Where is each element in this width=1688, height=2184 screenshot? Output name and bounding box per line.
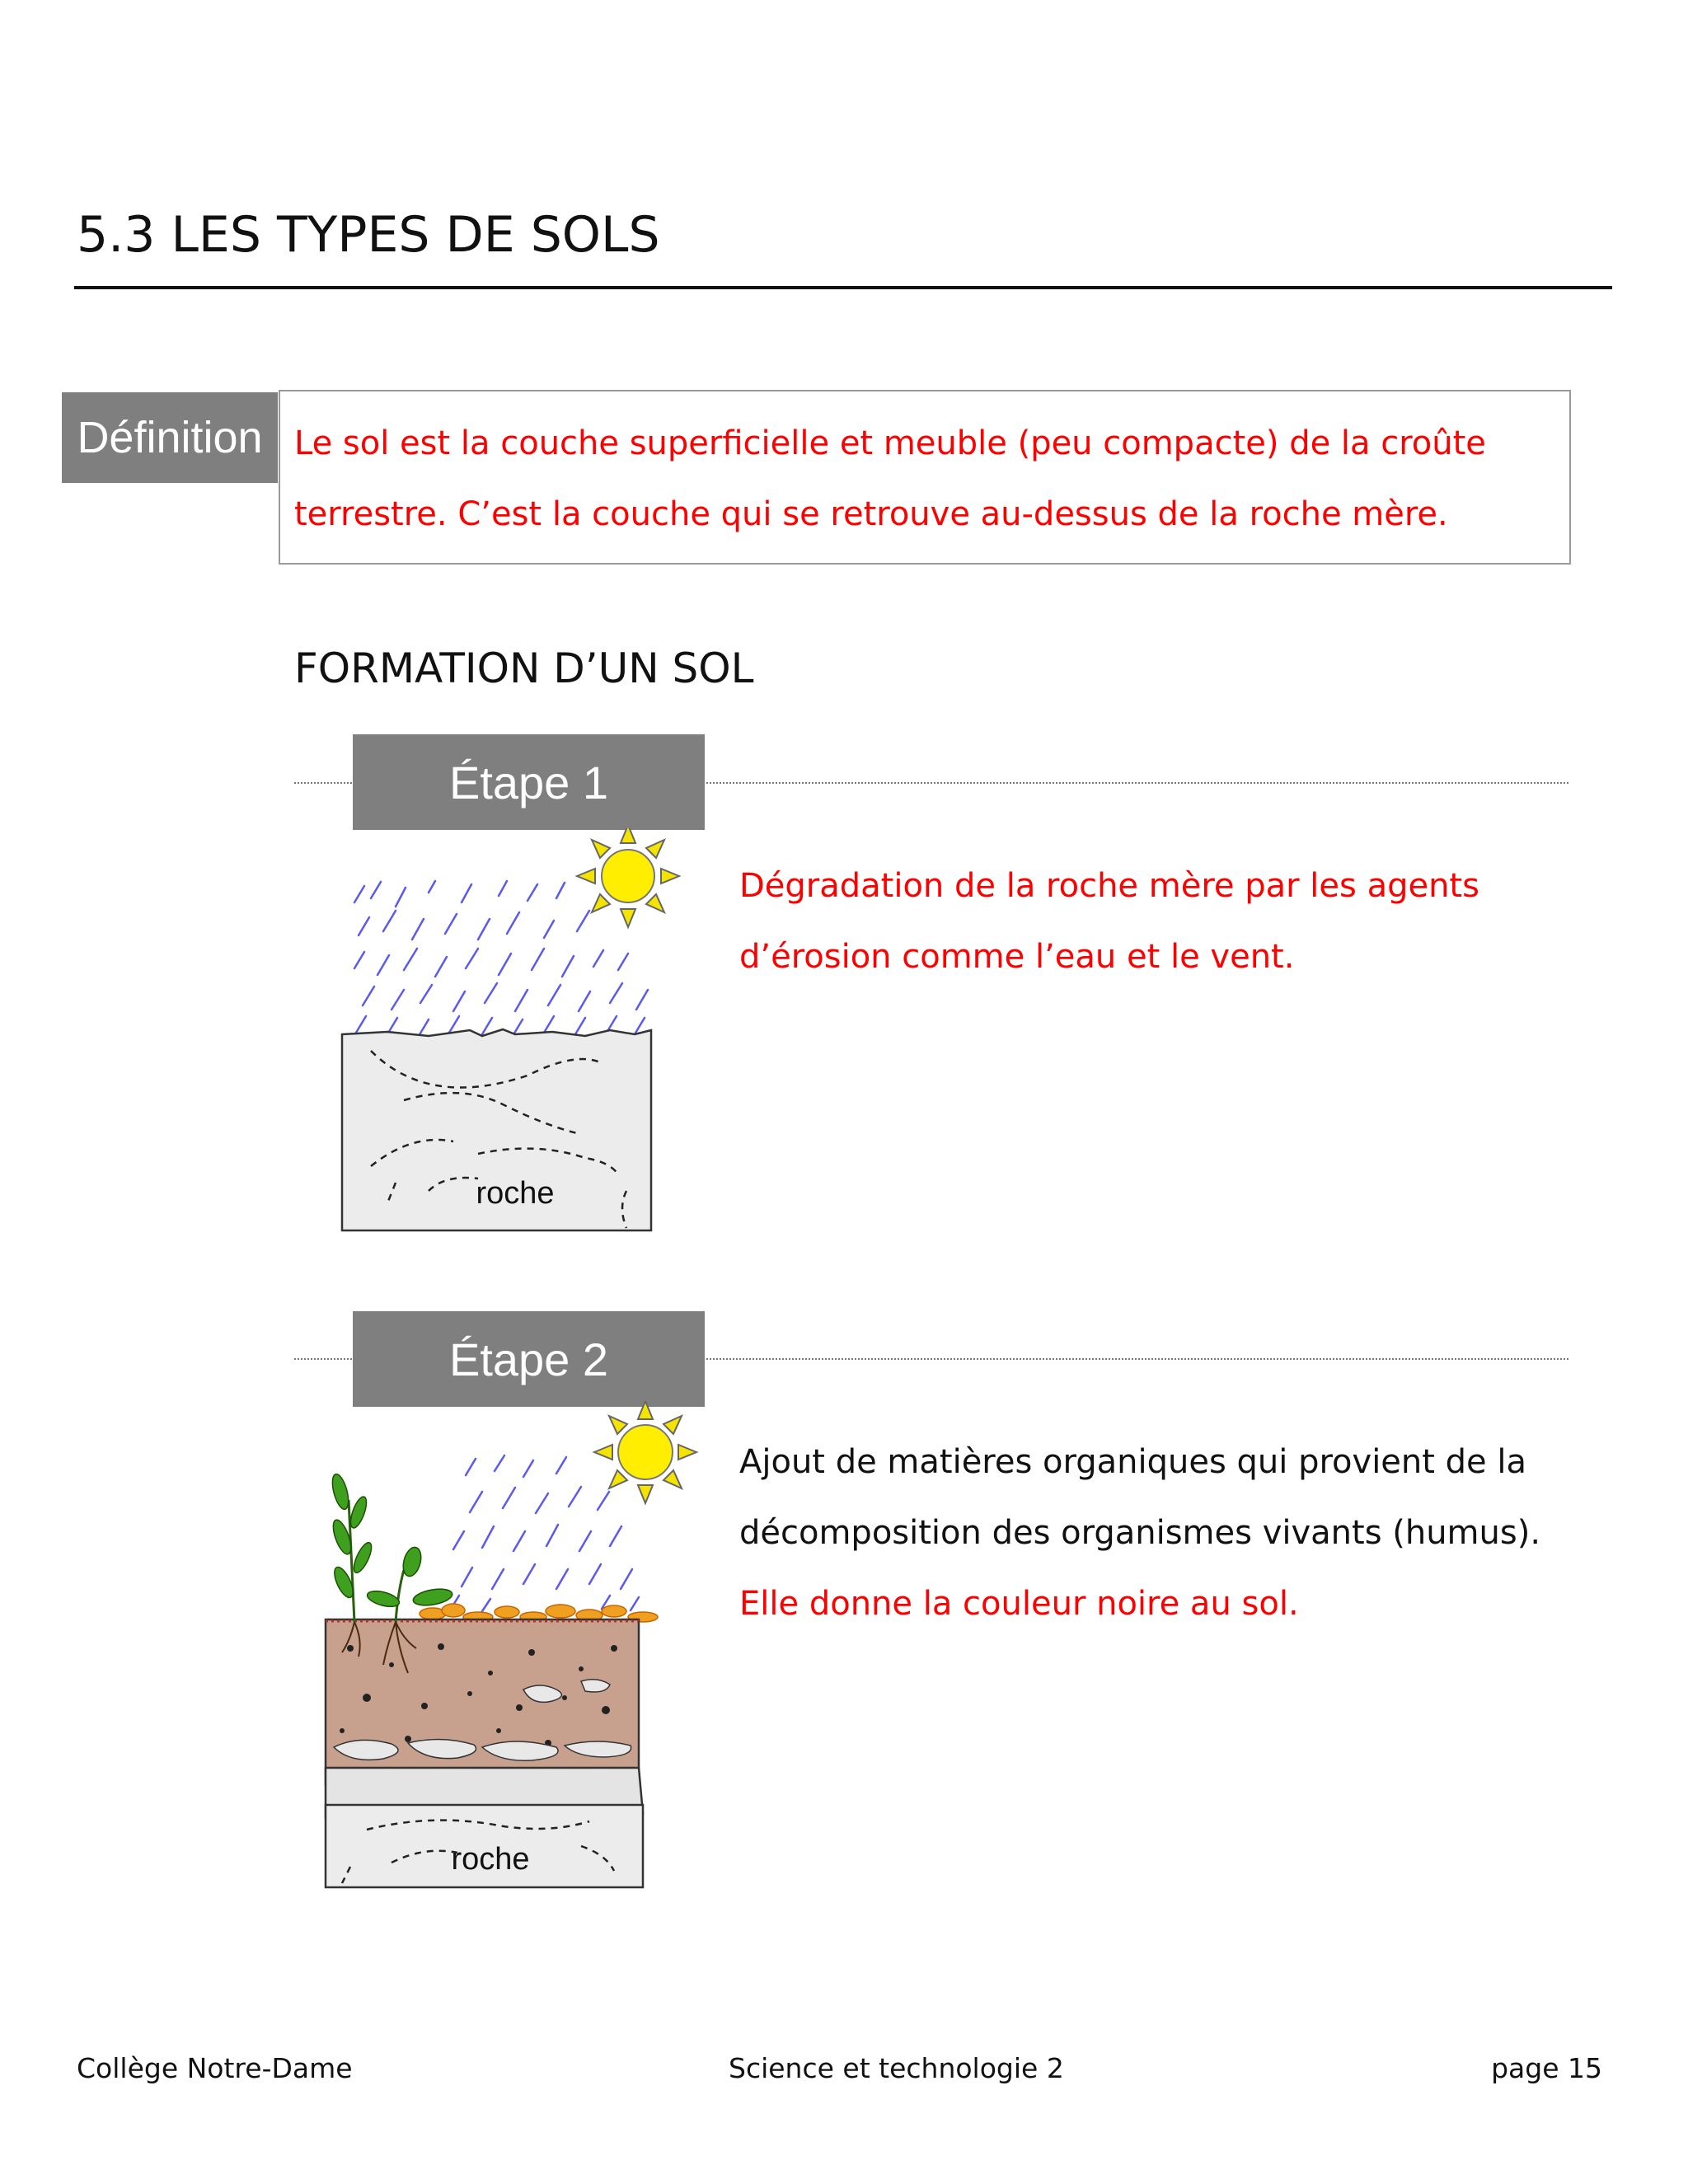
step1-text-line-1: Dégradation de la roche mère par les agents	[739, 867, 1479, 905]
footer-page-number: page 15	[1491, 2052, 1602, 2084]
step1-text-line-2: d’érosion comme l’eau et le vent.	[739, 938, 1295, 976]
step2-tab-label: Étape 2	[448, 1333, 609, 1385]
footer-course: Science et technologie 2	[729, 2052, 1064, 2084]
rock-label: roche	[451, 1842, 530, 1877]
rain-icon	[451, 1455, 639, 1611]
formation-heading: FORMATION D’UN SOL	[294, 644, 754, 692]
rock-label: roche	[476, 1176, 555, 1211]
step1-illustration	[338, 828, 684, 1240]
step2-illustration	[317, 1401, 705, 1896]
definition-tab	[62, 392, 278, 483]
step2-tab	[353, 1311, 705, 1407]
sun-icon	[577, 828, 679, 927]
footer-school: Collège Notre-Dame	[77, 2052, 353, 2084]
page-title: 5.3 LES TYPES DE SOLS	[77, 206, 660, 264]
sun-icon	[594, 1401, 696, 1503]
step2-text-line-2: décomposition des organismes vivants (humus).	[739, 1514, 1541, 1552]
definition-box	[279, 390, 1571, 565]
title-underline	[74, 286, 1612, 289]
step2-text-line-3: Elle donne la couleur noire au sol.	[739, 1585, 1299, 1623]
definition-line-1: Le sol est la couche superficielle et meuble (peu compacte) de la croûte	[294, 424, 1486, 462]
step1-tab-label: Étape 1	[448, 756, 609, 808]
step1-tab	[353, 734, 705, 830]
definition-line-2: terrestre. C’est la couche qui se retrouve au-dessus de la roche mère.	[294, 495, 1448, 533]
step2-text-line-1: Ajout de matières organiques qui provient de la	[739, 1443, 1526, 1481]
definition-tab-label: Définition	[77, 413, 263, 462]
